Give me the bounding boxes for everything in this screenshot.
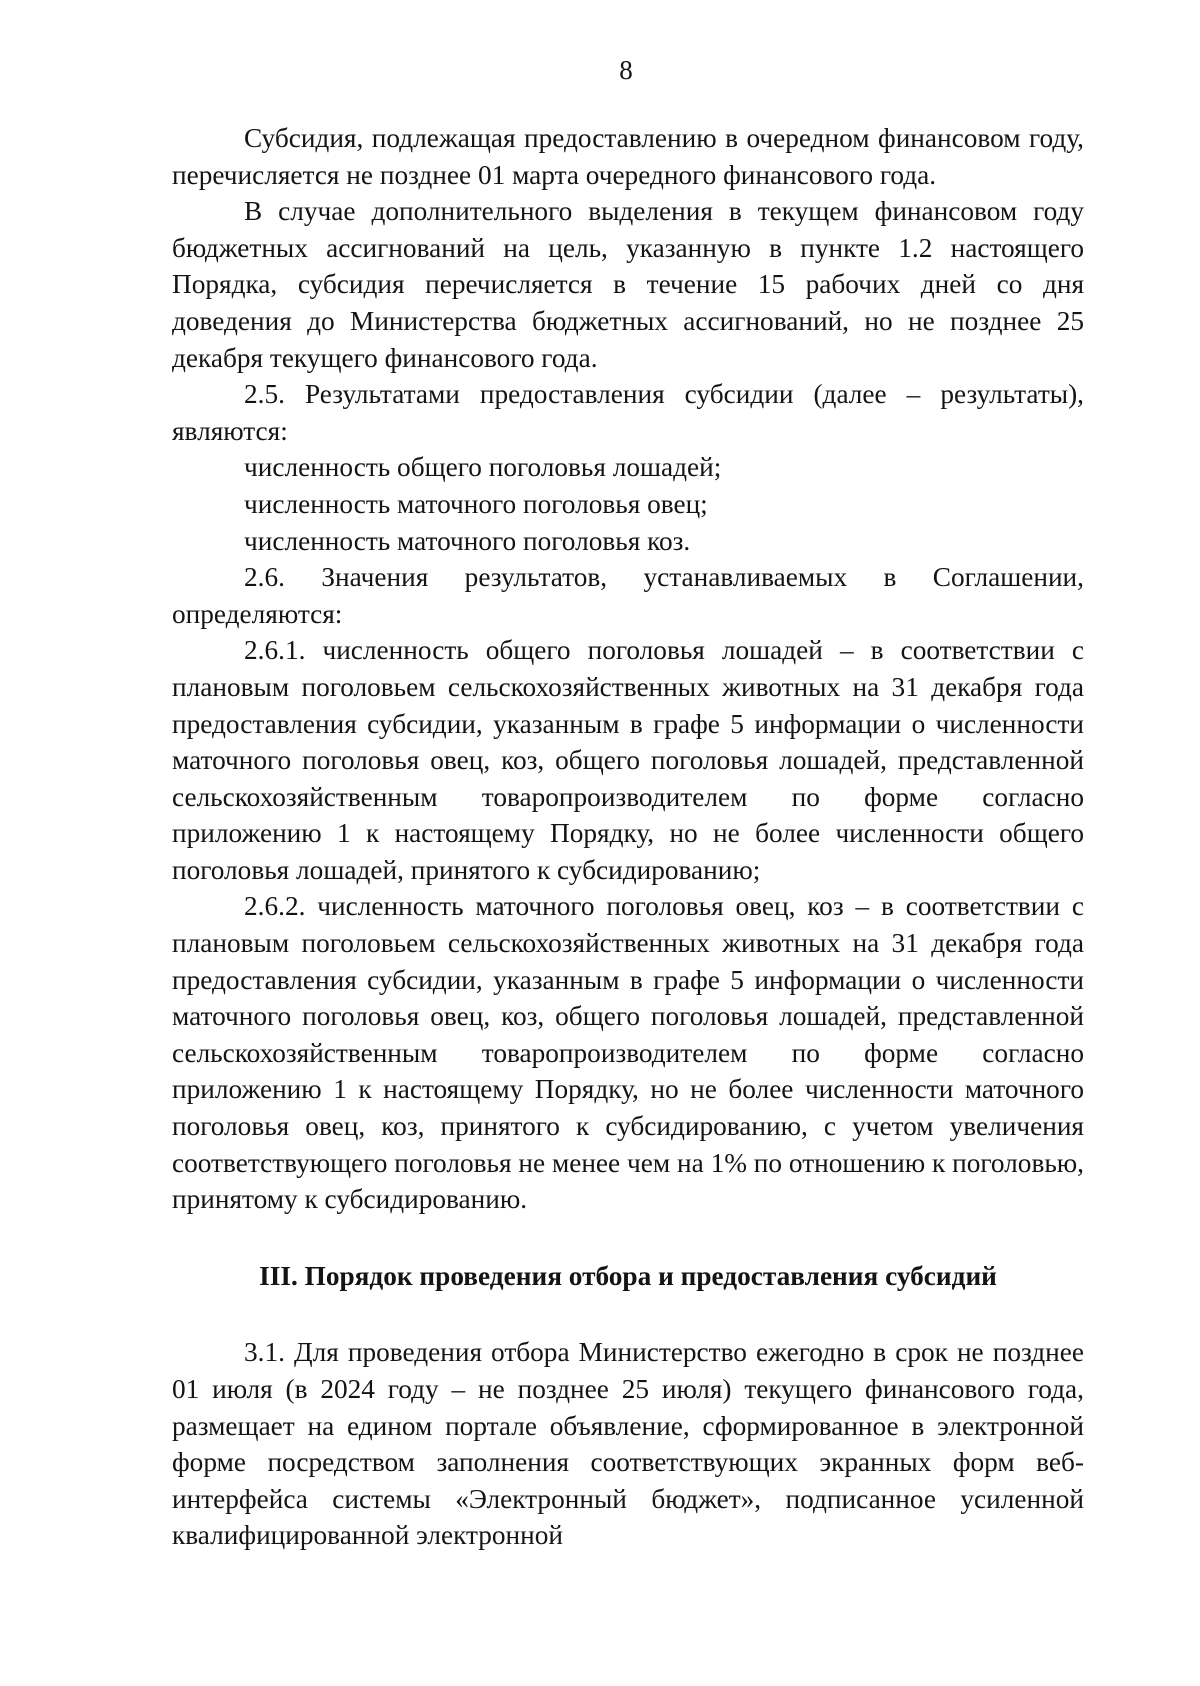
document-body	[172, 120, 1084, 1554]
paragraph-additional-allocation: В случае дополнительного выделения в текущем финансовом году бюджетных ассигнований на цель, указанную в пункте 1.2 настоящего Порядка, субсидия перечисляется в течение 15 рабочих дней со дня доведения до Министерства бюджетных ассигнований, но не позднее 25 декабря текущего финансового года.	[172, 196, 1084, 373]
paragraph-2-6-1: 2.6.1. численность общего поголовья лошадей – в соответствии с плановым поголовьем сельскохозяйственных животных на 31 декабря года предоставления субсидии, указанным в графе 5 информации о численности маточного поголовья овец, коз, общего поголовья лошадей, представленной сельскохозяйственным товаропроизводителем по форме согласно приложению 1 к настоящему Порядку, но не более численности общего поголовья лошадей, принятого к субсидированию;	[172, 635, 1084, 885]
page-number: 8	[619, 55, 633, 85]
paragraph-3-1: 3.1. Для проведения отбора Министерство ежегодно в срок не позднее 01 июля (в 2024 году – не позднее 25 июля) текущего финансового года, размещает на едином портале объявление, сформированное в электронной форме посредством заполнения соответствующих экранных форм веб-интерфейса системы «Электронный бюджет», подписанное усиленной квалифицированной электронной	[172, 1337, 1084, 1551]
result-item-sheep: численность маточного поголовья овец;	[244, 488, 708, 519]
paragraph-2-5-results: 2.5. Результатами предоставления субсидии (далее – результаты), являются:	[172, 379, 1084, 446]
result-item-goats: численность маточного поголовья коз.	[244, 525, 691, 556]
result-item-horses: численность общего поголовья лошадей;	[244, 452, 722, 483]
paragraph-subsidy-transfer: Субсидия, подлежащая предоставлению в очередном финансовом году, перечисляется не позднее 01 марта очередного финансового года.	[172, 123, 1084, 190]
paragraph-2-6-2: 2.6.2. численность маточного поголовья овец, коз – в соответствии с плановым поголовьем сельскохозяйственных животных на 31 декабря года предоставления субсидии, указанным в графе 5 информации о численности маточного поголовья овец, коз, общего поголовья лошадей, представленной сельскохозяйственным товаропроизводителем по форме согласно приложению 1 к настоящему Порядку, но не более численности маточного поголовья овец, коз, принятого к субсидированию, с учетом увеличения соответствующего поголовья не менее чем на 1% по отношению к поголовью, принятому к субсидированию.	[172, 891, 1084, 1215]
section-heading-iii: III. Порядок проведения отбора и предоставления субсидий	[259, 1260, 997, 1291]
paragraph-2-6: 2.6. Значения результатов, устанавливаемых в Соглашении, определяются:	[172, 562, 1084, 629]
